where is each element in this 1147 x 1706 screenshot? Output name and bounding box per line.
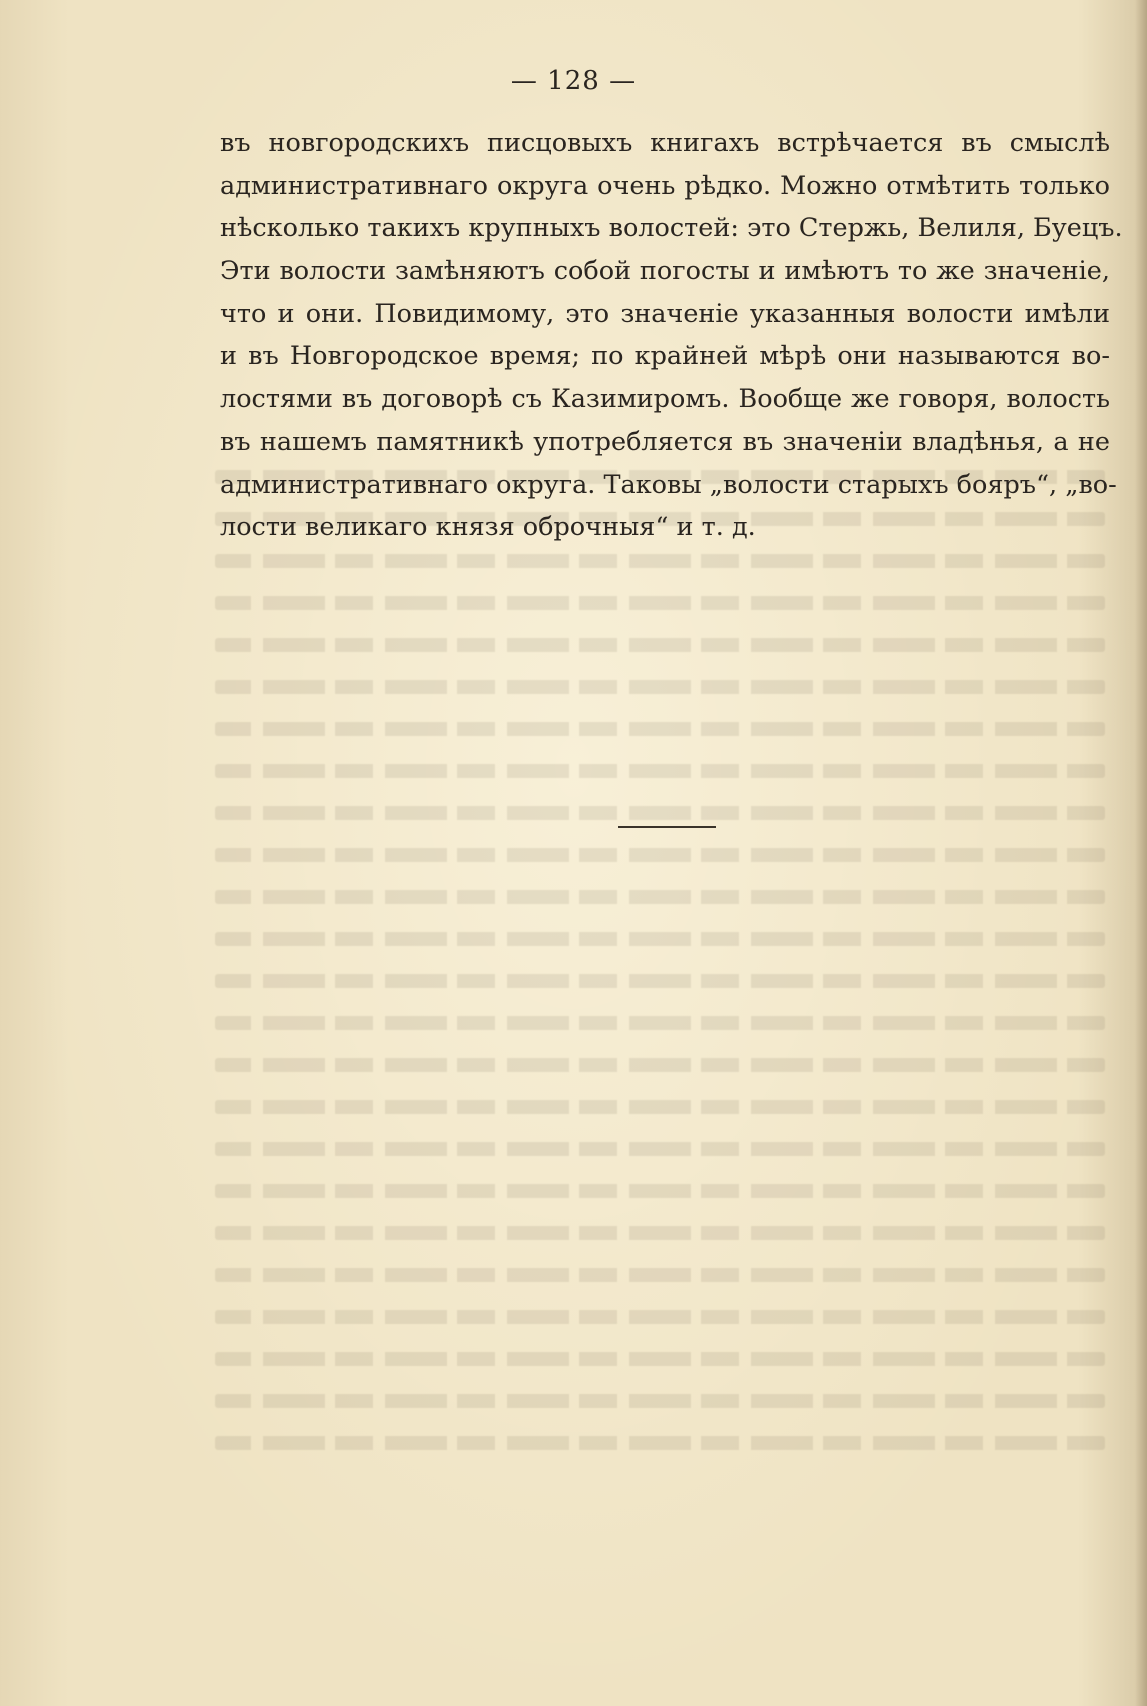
bleed-through-text xyxy=(215,470,1105,1560)
text-line: административнаго округа. Таковы „волости старыхъ бояръ“, „во- xyxy=(220,469,1117,500)
paragraph xyxy=(220,122,1123,549)
page-number: — 128 — xyxy=(510,66,637,96)
section-divider xyxy=(618,826,716,828)
page-edge-shadow xyxy=(1135,0,1147,1706)
text-line: лости великаго князя оброчныя“ и т. д. xyxy=(220,512,756,543)
text-line: въ новгородскихъ писцовыхъ книгахъ встрѣчается въ смыслѣ xyxy=(220,128,1110,158)
text-line: лостями въ договорѣ съ Казимиромъ. Вообще же говоря, волость xyxy=(220,384,1110,415)
text-line: Эти волости замѣняютъ собой погосты и имѣютъ то же значеніе, xyxy=(220,256,1110,287)
text-line: въ нашемъ памятникѣ употребляется въ значеніи владѣнья, а не xyxy=(220,426,1110,457)
text-line: и въ Новгородское время; по крайней мѣрѣ они называются во- xyxy=(220,341,1110,372)
text-line: что и они. Повидимому, это значеніе указанныя волости имѣли xyxy=(220,298,1110,329)
text-line: административнаго округа очень рѣдко. Можно отмѣтить только xyxy=(220,170,1110,201)
text-line: нѣсколько такихъ крупныхъ волостей: это Стержь, Велиля, Буецъ. xyxy=(220,213,1123,244)
